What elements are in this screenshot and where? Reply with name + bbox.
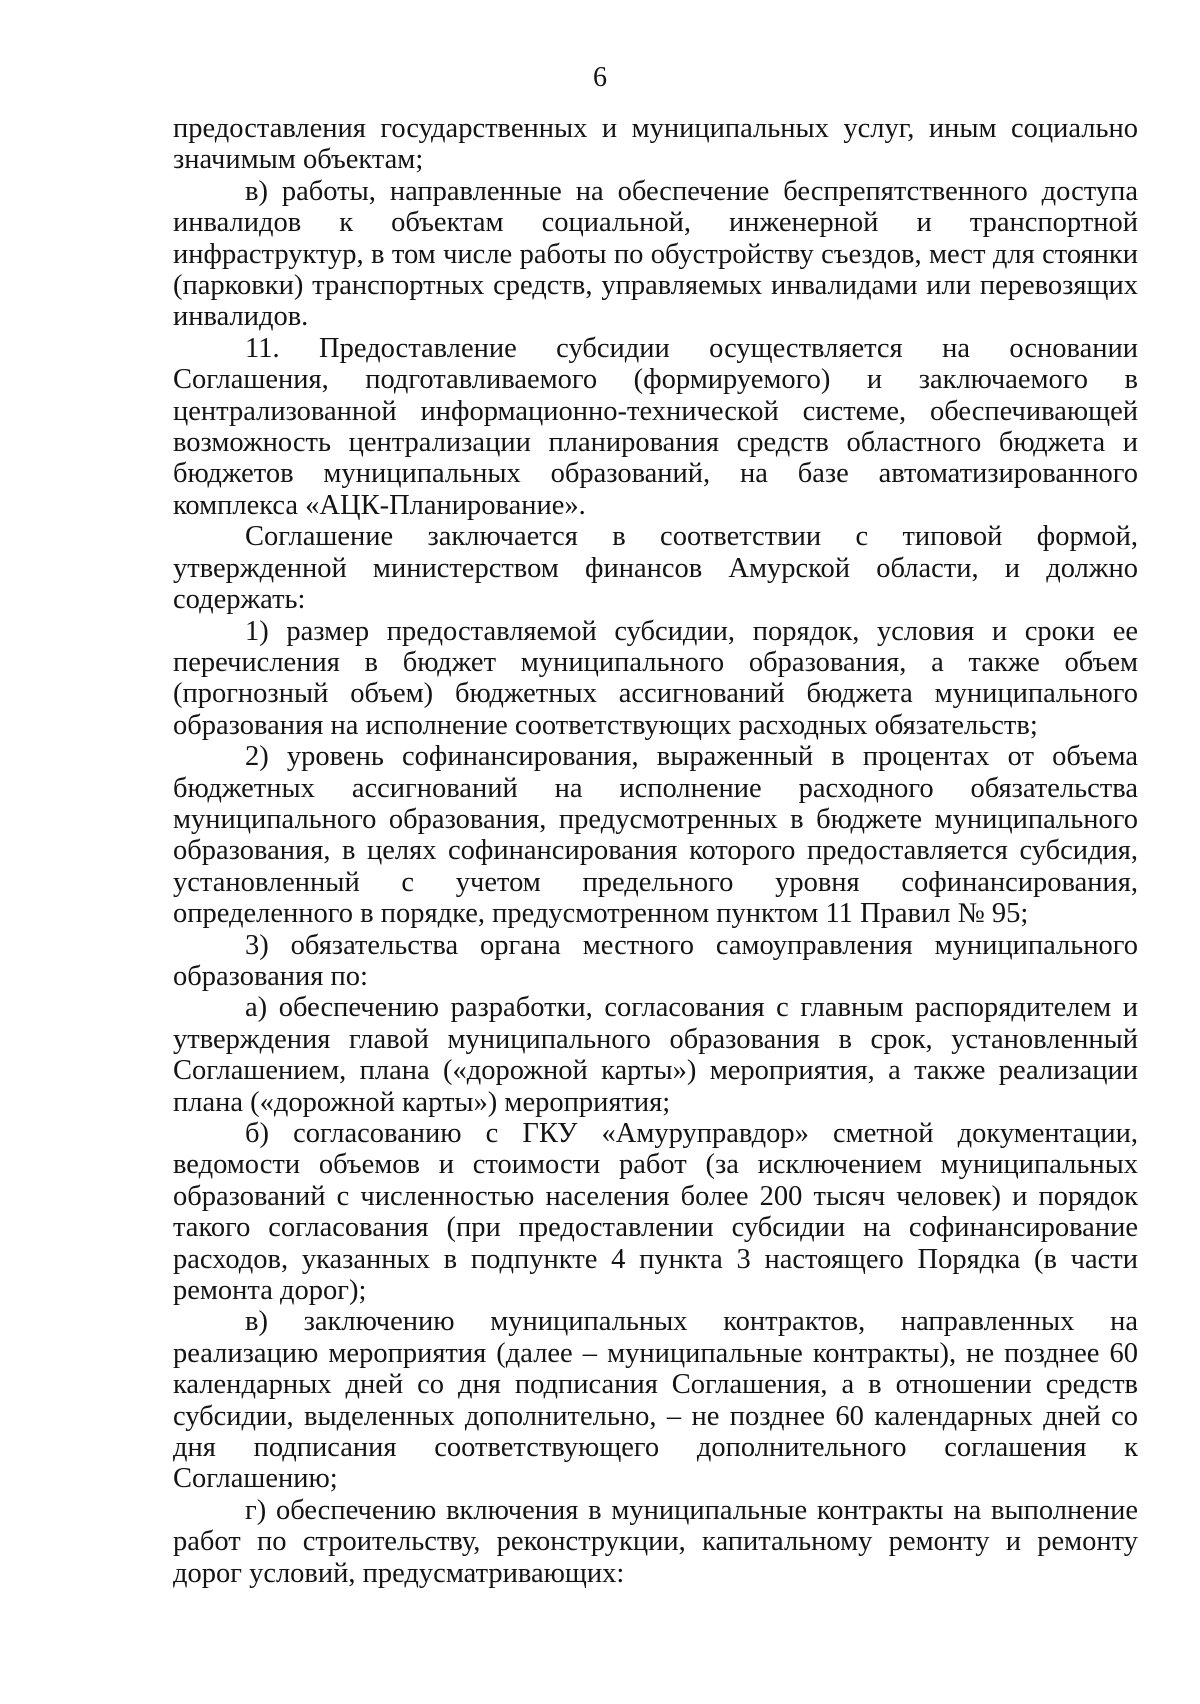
document-body xyxy=(173,113,1138,1589)
paragraph-item-3g: г) обеспечению включения в муниципальные контракты на выполнение работ по строительству, реконструкции, капитальному ремонту и ремонту дорог условий, предусматривающих: xyxy=(173,1494,1138,1589)
paragraph-clause-11: 11. Предоставление субсидии осуществляется на основании Соглашения, подготавливаемого (формируемого) и заключаемого в централизованной информационно-технической системе, обеспечивающей возможность централизации планирования средств областного бюджета и бюджетов муниципальных образований, на базе автоматизированного комплекса «АЦК-Планирование». xyxy=(173,332,1138,521)
paragraph-item-3b: б) согласованию с ГКУ «Амуруправдор» сметной документации, ведомости объемов и стоимости работ (за исключением муниципальных образований с численностью населения более 200 тысяч человек) и порядок такого согласования (при предоставлении субсидии на софинансирование расходов, указанных в подпункте 4 пункта 3 настоящего Порядка (в части ремонта дорог); xyxy=(173,1118,1138,1307)
paragraph-item-2: 2) уровень софинансирования, выраженный в процентах от объема бюджетных ассигнований на исполнение расходного обязательства муниципального образования, предусмотренных в бюджете муниципального образования, в целях софинансирования которого предоставляется субсидия, установленный с учетом предельного уровня софинансирования, определенного в порядке, предусмотренном пунктом 11 Правил № 95; xyxy=(173,741,1138,930)
page-number: 6 xyxy=(593,62,607,93)
paragraph-item-v-accessibility: в) работы, направленные на обеспечение беспрепятственного доступа инвалидов к объектам социальной, инженерной и транспортной инфраструктур, в том числе работы по обустройству съездов, мест для стоянки (парковки) транспортных средств, управляемых инвалидами или перевозящих инвалидов. xyxy=(173,175,1138,333)
paragraph-item-3: 3) обязательства органа местного самоуправления муниципального образования по: xyxy=(173,929,1138,992)
paragraph-item-3a: а) обеспечению разработки, согласования с главным распорядителем и утверждения главой муниципального образования в срок, установленный Соглашением, плана («дорожной карты») мероприятия, а также реализации плана («дорожной карты») мероприятия; xyxy=(173,992,1138,1118)
paragraph-agreement-content: Соглашение заключается в соответствии с типовой формой, утвержденной министерством финансов Амурской области, и должно содержать: xyxy=(173,521,1138,616)
paragraph-item-1: 1) размер предоставляемой субсидии, порядок, условия и сроки ее перечисления в бюджет муниципального образования, а также объем (прогнозный объем) бюджетных ассигнований бюджета муниципального образования на исполнение соответствующих расходных обязательств; xyxy=(173,615,1138,741)
paragraph-continuation: предоставления государственных и муниципальных услуг, иным социально значимым объектам; xyxy=(173,113,1138,176)
paragraph-item-3v: в) заключению муниципальных контрактов, направленных на реализацию мероприятия (далее – муниципальные контракты), не позднее 60 календарных дней со дня подписания Соглашения, а в отношении средств субсидии, выделенных дополнительно, – не позднее 60 календарных дней со дня подписания соответствующего дополнительного соглашения к Соглашению; xyxy=(173,1306,1138,1495)
